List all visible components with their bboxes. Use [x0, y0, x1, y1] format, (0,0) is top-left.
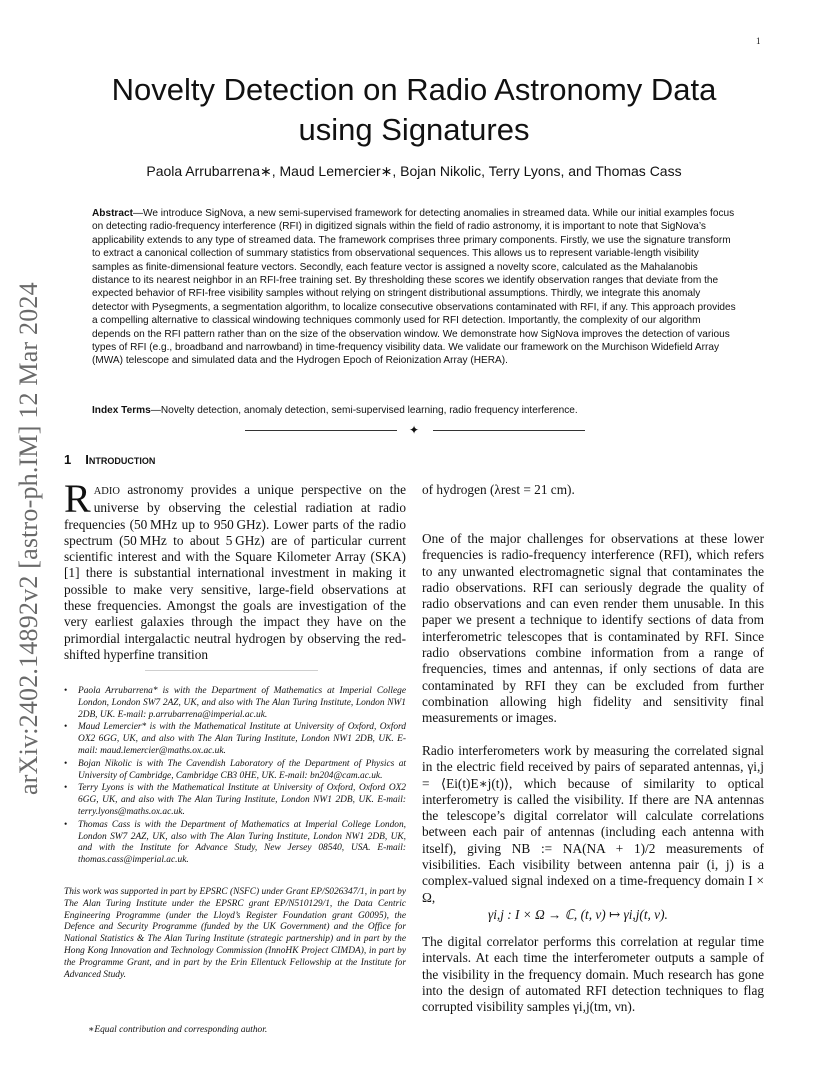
section-separator	[245, 423, 585, 438]
interferometer-paragraph: Radio interferometers work by measuring the correlated signal in the electric field received by pairs of separated antennas, γi,j = ⟨Ei(t)E∗j(t)⟩, which because of similarity to optical interferometry is called the visibility. If there are NA antennas the telescope’s digital correlator will calculate correlations between each pair of antennas (including each antenna with itself), giving NB := NA(NA + 1)/2 measurements of visibilities. Each visibility between antenna pair (i, j) is a complex-valued signal indexed on a time-frequency domain I × Ω,	[422, 743, 764, 905]
bullet-icon: •	[64, 783, 68, 794]
affiliation-text: Thomas Cass is with the Department of Mathematics at Imperial College London, London SW7 2AZ, UK, also with The Alan Turing Institute, London NW1 2DB, UK, and with the Institute for Advance Study, New Jersey 08540, USA. E-mail: thomas.cass@imperial.ac.uk.	[78, 819, 406, 866]
section-heading	[64, 452, 155, 467]
bullet-icon: •	[64, 686, 68, 696]
separator-line-left	[245, 430, 397, 431]
page-number: 1	[756, 36, 761, 46]
abstract-label: Abstract	[92, 208, 133, 219]
intro-paragraph-left	[64, 476, 406, 663]
dropcap-smallcaps: ADIO	[93, 486, 120, 497]
index-terms-text: —Novelty detection, anomaly detection, semi-supervised learning, radio frequency interference.	[150, 405, 578, 416]
affiliation-text: Maud Lemercier* is with the Mathematical Institute at University of Oxford, Oxford OX2 6GG, UK, and also with The Alan Turing Institute, London NW1 2DB, UK. E-mail: maud.lemercier@maths.ox.ac.uk.	[78, 722, 406, 756]
funding-note: This work was supported in part by EPSRC (NSFC) under Grant EP/S026347/1, in part by The Alan Turing Institute under the EPSRC grant EP/N510129/1, the Data Centric Engineering Programme (under the Lloyd’s Register Foundation grant G0095), the Defence and Security Programme (funded by the UK Government) and the Office for National Statistics & The Alan Turing Institute (strategic partnership) and in part by the Hong Kong Innovation and Technology Commission (InnoHK Project CIMDA), in part by the Programme Grant, and in part by the Erin Ellentuck Fellowship at the Institute for Advanced Study.	[64, 887, 406, 980]
equal-contribution-note: ∗Equal contribution and corresponding author.	[88, 1025, 268, 1035]
visibility-equation: γi,j : I × Ω → ℂ, (t, ν) ↦ γi,j(t, ν).	[488, 907, 668, 922]
affiliation-item	[64, 783, 406, 818]
affiliation-item	[64, 759, 406, 783]
affiliation-text: Terry Lyons is with the Mathematical Institute at University of Oxford, Oxford OX2 6GG, UK, and also with The Alan Turing Institute, London NW1 2DB, UK. E-mail: terry.lyons@maths.ox.ac.uk.	[78, 783, 406, 817]
affiliation-text: Paola Arrubarrena* is with the Department of Mathematics at Imperial College London, London SW7 2AZ, UK, and also with The Alan Turing Institute, London NW1 2DB, UK. E-mail: p.arrubarrena@imperial.ac.uk.	[78, 686, 406, 720]
author-list: Paola Arrubarrena∗, Maud Lemercier∗, Bojan Nikolic, Terry Lyons, and Thomas Cass	[146, 163, 682, 179]
bullet-icon: •	[64, 722, 68, 733]
index-terms	[92, 404, 738, 417]
rfi-paragraph: One of the major challenges for observations at these lower frequencies is radio-frequency interference (RFI), which refers to any unwanted electromagnetic signal that contaminates the radio observations. RFI can seriously degrade the quality of radio observations and can even render them unusable. In this paper we present a technique to identify sections of data from interferometric telescopes that is contaminated by RFI. Since radio observations combine information from a range of frequencies, times and antennas, if only sections of data are contaminated by RFI they can be excluded from further combination allowing high fidelity and sensitivity final measurements or images.	[422, 531, 764, 726]
section-title: Introduction	[85, 452, 156, 467]
bullet-icon: •	[64, 758, 68, 769]
correlator-paragraph: The digital correlator performs this correlation at regular time intervals. At each time the interferometer outputs a sample of the visibility in the frequency domain. Much research has gone into the design of automated RFI detection techniques to flag corrupted visibility samples γi,j(tm, νn).	[422, 934, 764, 1015]
paper-title	[80, 70, 748, 150]
title-line-2: using Signatures	[298, 112, 530, 147]
section-number: 1	[64, 452, 72, 467]
intro-continuation: of hydrogen (λrest = 21 cm).	[422, 482, 575, 497]
abstract-text: —We introduce SigNova, a new semi-supervised framework for detecting anomalies in streamed data. While our initial examples focus on detecting radio-frequency interference (RFI) in digitized signals within the field of radio astronomy, it is important to note that SigNova’s applicability extends to any type of streamed data. The framework comprises three primary components. Firstly, we use the signature transform to extract a canonical collection of summary statistics from observational sequences. This allows us to represent variable-length visibility samples as finite-dimensional feature vectors. Secondly, each feature vector is assigned a novelty score, calculated as the Mahalanobis distance to its nearest neighbor in an RFI-free training set. By thresholding these scores we identify observation ranges that deviate from the expected behavior of RFI-free visibility samples without relying on stringent distributional assumptions. Thirdly, we integrate this anomaly detector with Pysegments, a segmentation algorithm, to localize consecutive observations contaminated with RFI, if any. This approach provides a compelling alternative to classical windowing techniques commonly used for RFI detection. Importantly, the complexity of our algorithm depends on the RFI pattern rather than on the size of the observation window. We demonstrate how SigNova improves the detection of various types of RFI (e.g., broadband and narrowband) in time-frequency visibility data. We validate our framework on the Murchison Widefield Array (MWA) telescope and simulated data and the Hydrogen Epoch of Reionization Array (HERA).	[92, 208, 736, 367]
author-affiliations	[64, 686, 406, 868]
footnote-divider	[145, 670, 318, 671]
bullet-icon: •	[64, 819, 68, 830]
affiliation-item	[64, 722, 406, 757]
separator-diamond-icon: ✦	[409, 423, 420, 437]
abstract	[92, 207, 738, 368]
separator-line-right	[433, 430, 585, 431]
title-line-1: Novelty Detection on Radio Astronomy Data	[111, 72, 717, 107]
affiliation-item	[64, 820, 406, 867]
arxiv-identifier-stamp[interactable]: arXiv:2402.14892v2 [astro-ph.IM] 12 Mar 2024	[14, 282, 43, 795]
affiliation-item	[64, 686, 406, 721]
index-terms-label: Index Terms	[92, 405, 151, 416]
affiliation-text: Bojan Nikolic is with The Cavendish Laboratory of the Department of Physics at University of Cambridge, Cambridge CB3 0HE, UK. E-mail: bn204@cam.ac.uk.	[78, 758, 406, 781]
dropcap-letter: R	[64, 476, 91, 521]
intro-left-text: astronomy provides a unique perspective on the universe by observing the celestial radiation at radio frequencies (50 MHz up to 950 GHz). Lower parts of the radio spectrum (50 MHz to about 5 GHz) are of particular current scientific interest and with the Square Kilometer Array (SKA) [1] there is substantial international investment in making it possible to make very sensitive, large-field observations at these frequencies. Amongst the goals are investigation of the very earliest galaxies through the impact they have on the primordial intergalactic neutral hydrogen by observing the red-shifted hyperfine transition	[64, 482, 406, 662]
